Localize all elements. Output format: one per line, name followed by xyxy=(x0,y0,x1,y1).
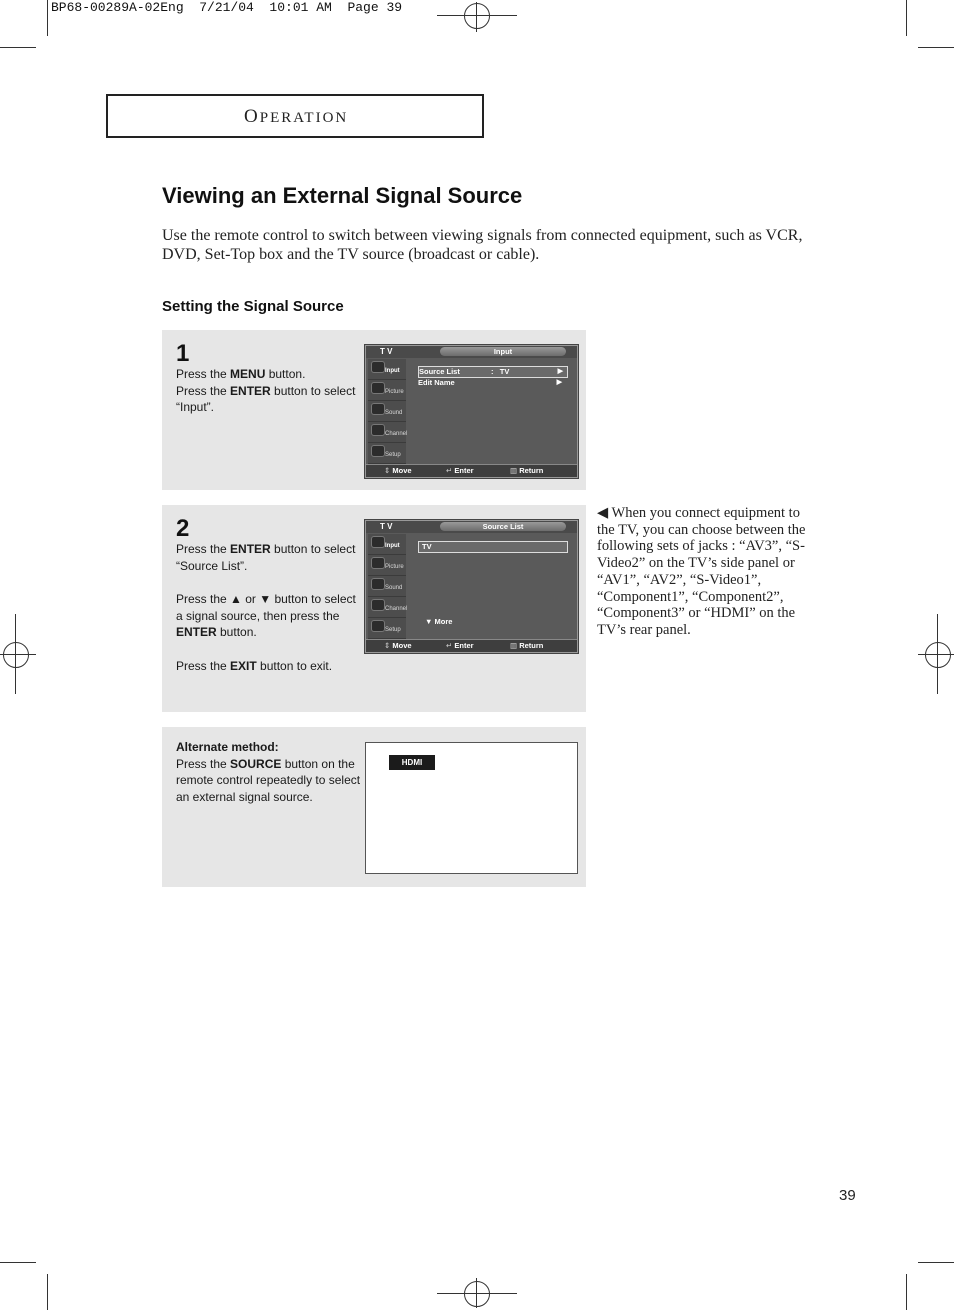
osd-menu-title: Input xyxy=(440,347,566,356)
right-arrow-icon: ▶ xyxy=(556,379,562,386)
page-title: Viewing an External Signal Source xyxy=(162,183,523,208)
osd-sidebar-item-input: Input xyxy=(368,359,406,380)
alternate-text: Press the SOURCE button on the remote control repeatedly to select an external signal source. xyxy=(176,756,361,804)
step2-panel xyxy=(162,505,586,712)
step-number: 1 xyxy=(176,340,190,367)
osd-sidebar-item-setup: Setup xyxy=(368,618,406,639)
picture-icon xyxy=(371,382,385,394)
setup-icon xyxy=(371,445,385,457)
osd-sidebar-item-sound: Sound xyxy=(368,401,406,422)
move-icon: ⇕ xyxy=(384,466,391,475)
picture-icon xyxy=(371,557,385,569)
registration-mark-icon xyxy=(925,642,951,668)
crop-mark xyxy=(906,0,907,36)
osd-sidebar-item-picture: Picture xyxy=(368,555,406,576)
crop-mark xyxy=(0,1262,36,1263)
osd-topbar xyxy=(366,521,577,533)
osd-sidebar-item-channel: Channel xyxy=(368,597,406,618)
osd-bottombar: ⇕ Move ↵ Enter ▥ Return xyxy=(366,639,577,652)
osd-content xyxy=(410,360,573,462)
step1-line2: Press the ENTER button to select “Input”. xyxy=(176,383,356,414)
osd-sidebar-item-picture: Picture xyxy=(368,380,406,401)
right-arrow-icon: ▶ xyxy=(557,368,563,375)
input-icon xyxy=(371,536,385,548)
channel-icon xyxy=(371,424,385,436)
osd-row-source-list: Source List : TV ▶ xyxy=(418,366,568,378)
registration-mark-icon xyxy=(3,642,29,668)
crop-mark xyxy=(918,1262,954,1263)
subheading: Setting the Signal Source xyxy=(162,298,344,315)
alternate-instructions xyxy=(176,739,361,805)
osd-tv-label: T V xyxy=(380,347,393,356)
side-note: ◀ When you connect equipment to the TV, you can choose between the following sets of jacks : “AV3”, “S-Video2” on the TV’s side panel or “AV1”, “AV2”, “S-Video1”, “Component1”, “Component2”, “Component3” or “HDMI” on the TV’s rear panel. xyxy=(597,505,806,638)
osd-more: ▼ More xyxy=(425,617,453,626)
enter-icon: ↵ xyxy=(446,641,453,650)
osd-row-tv: TV xyxy=(418,541,568,553)
return-icon: ▥ xyxy=(510,641,518,650)
osd-bottombar: ⇕ Move ↵ Enter ▥ Return xyxy=(366,464,577,477)
setup-icon xyxy=(371,620,385,632)
crop-mark xyxy=(47,0,48,36)
step1-panel xyxy=(162,330,586,490)
osd-sidebar xyxy=(368,359,406,463)
step2-para3: Press the EXIT button to exit. xyxy=(176,658,333,673)
crop-mark xyxy=(0,47,36,48)
step1-line1: Press the MENU button. xyxy=(176,367,306,381)
tv-osd-source-list xyxy=(365,520,578,653)
osd-menu-title: Source List xyxy=(440,522,566,531)
sound-icon xyxy=(371,403,385,415)
registration-mark-icon xyxy=(464,1281,490,1307)
crop-mark xyxy=(918,47,954,48)
osd-tv-label: T V xyxy=(380,522,393,531)
tv-screen-preview xyxy=(365,742,578,874)
osd-sidebar-item-sound: Sound xyxy=(368,576,406,597)
crop-mark xyxy=(47,1274,48,1310)
step2-para2: Press the ▲ or ▼ button to select a signal source, then press the ENTER button. xyxy=(176,592,356,639)
alternate-panel xyxy=(162,727,586,887)
osd-sidebar-item-channel: Channel xyxy=(368,422,406,443)
osd-sidebar-item-setup: Setup xyxy=(368,443,406,464)
sound-icon xyxy=(371,578,385,590)
step-number: 2 xyxy=(176,515,190,542)
osd-content xyxy=(410,535,573,637)
osd-row-edit-name: Edit Name ▶ xyxy=(418,378,562,387)
intro-paragraph: Use the remote control to switch between viewing signals from connected equipment, such as VCR, DVD, Set-Top box and the TV source (broadcast or cable). xyxy=(162,227,803,263)
page-number: 39 xyxy=(839,1187,856,1204)
input-icon xyxy=(371,361,385,373)
channel-icon xyxy=(371,599,385,611)
print-slug: BP68-00289A-02Eng 7/21/04 10:01 AM Page 39 xyxy=(51,0,403,15)
move-icon: ⇕ xyxy=(384,641,391,650)
alternate-heading: Alternate method: xyxy=(176,740,279,754)
enter-icon: ↵ xyxy=(446,466,453,475)
step1-instructions xyxy=(176,366,361,416)
section-label: OPERATION xyxy=(244,106,349,127)
osd-sidebar xyxy=(368,534,406,638)
osd-topbar xyxy=(366,346,577,358)
crop-mark xyxy=(906,1274,907,1310)
return-icon: ▥ xyxy=(510,466,518,475)
step2-instructions xyxy=(176,541,361,674)
osd-sidebar-item-input: Input xyxy=(368,534,406,555)
tv-osd-input-menu xyxy=(365,345,578,478)
registration-mark-icon xyxy=(464,3,490,29)
hdmi-source-badge: HDMI xyxy=(389,755,435,770)
step2-para1: Press the ENTER button to select “Source List”. xyxy=(176,542,356,573)
